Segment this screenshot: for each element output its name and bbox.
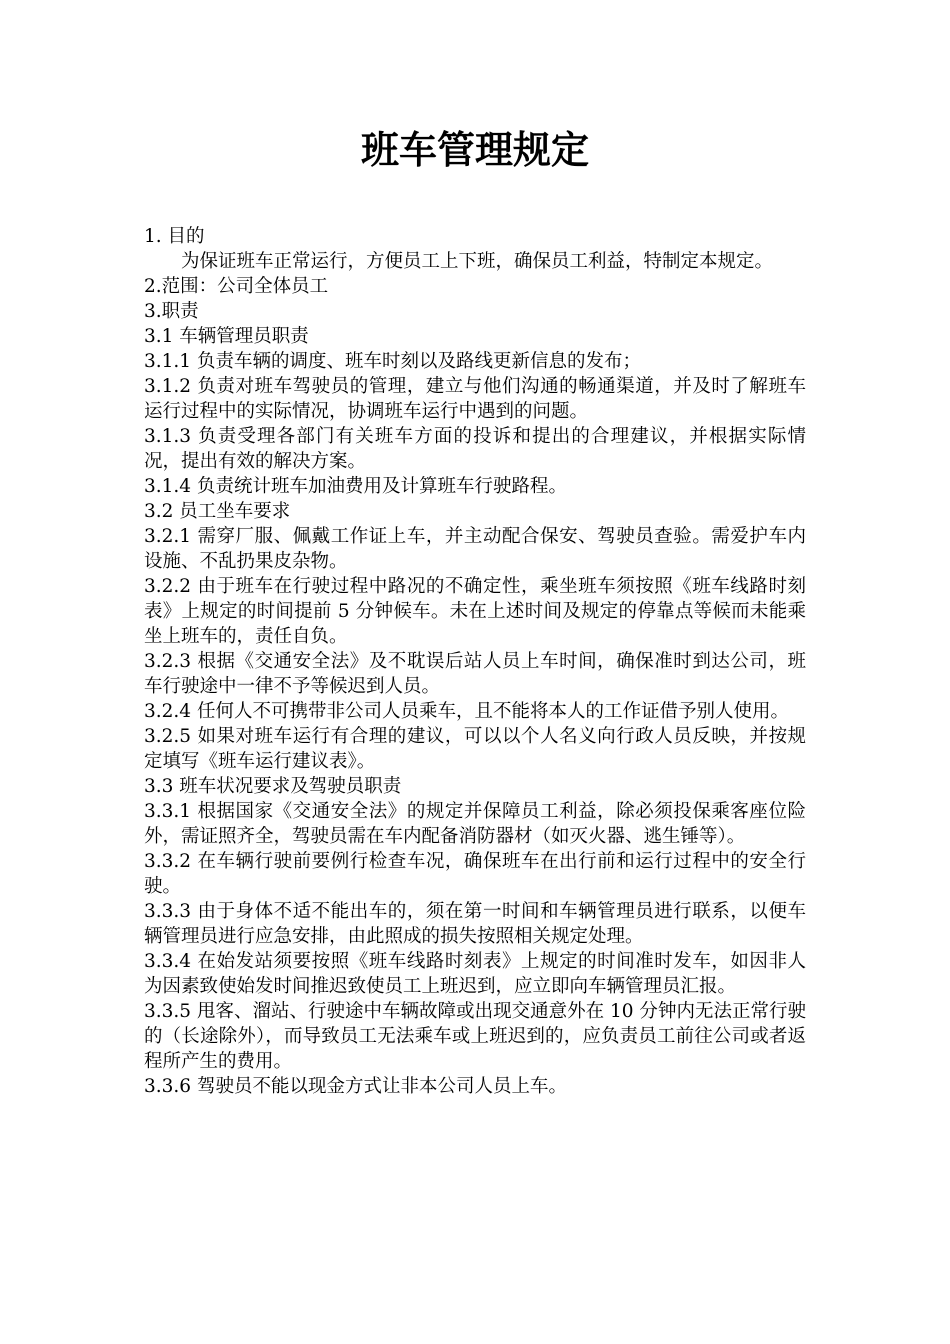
clause-3-2-5: 3.2.5 如果对班车运行有合理的建议，可以以个人名义向行政人员反映，并按规定填写《班车运行建议表》。 [144,726,806,772]
clause-3-3-2: 3.3.2 在车辆行驶前要例行检查车况，确保班车在出行前和运行过程中的安全行驶。 [144,851,806,897]
clause-3-1-2: 3.1.2 负责对班车驾驶员的管理，建立与他们沟通的畅通渠道，并及时了解班车运行过程中的实际情况，协调班车运行中遇到的问题。 [144,376,806,422]
clause-3-3-3: 3.3.3 由于身体不适不能出车的，须在第一时间和车辆管理员进行联系，以便车辆管理员进行应急安排，由此照成的损失按照相关规定处理。 [144,901,806,947]
clause-3-3-5: 3.3.5 甩客、溜站、行驶途中车辆故障或出现交通意外在 10 分钟内无法正常行驶的（长途除外），而导致员工无法乘车或上班迟到的，应负责员工前往公司或者返程所产生的费用。 [144,1001,806,1072]
clause-3-2-4: 3.2.4 任何人不可携带非公司人员乘车，且不能将本人的工作证借予别人使用。 [144,701,789,722]
section-heading-duties: 3.职责 [144,301,199,322]
clause-3-3-4: 3.3.4 在始发站须要按照《班车线路时刻表》上规定的时间准时发车，如因非人为因素致使始发时间推迟致使员工上班迟到，应立即向车辆管理员汇报。 [144,951,806,997]
clause-3-2-3: 3.2.3 根据《交通安全法》及不耽误后站人员上车时间，确保准时到达公司，班车行驶途中一律不予等候迟到人员。 [144,651,806,697]
purpose-text: 为保证班车正常运行，方便员工上下班，确保员工利益，特制定本规定。 [181,251,774,272]
subsection-heading-driver-duties: 3.3 班车状况要求及驾驶员职责 [144,776,402,797]
document-title: 班车管理规定 [360,128,589,172]
section-heading-purpose: 1. 目的 [144,226,205,247]
clause-3-2-1: 3.2.1 需穿厂服、佩戴工作证上车，并主动配合保安、驾驶员查验。需爱护车内设施、不乱扔果皮杂物。 [144,526,806,572]
clause-3-2-2: 3.2.2 由于班车在行驶过程中路况的不确定性，乘坐班车须按照《班车线路时刻表》上规定的时间提前 5 分钟候车。未在上述时间及规定的停靠点等候而未能乘坐上班车的，责任自负。 [144,576,806,647]
subsection-heading-employee-rules: 3.2 员工坐车要求 [144,501,291,522]
clause-3-3-1: 3.3.1 根据国家《交通安全法》的规定并保障员工利益，除必须投保乘客座位险外，需证照齐全，驾驶员需在车内配备消防器材（如灭火器、逃生锤等）。 [144,801,806,847]
clause-3-3-6: 3.3.6 驾驶员不能以现金方式让非本公司人员上车。 [144,1076,567,1097]
section-heading-scope: 2.范围：公司全体员工 [144,276,329,297]
clause-3-1-4: 3.1.4 负责统计班车加油费用及计算班车行驶路程。 [144,476,567,497]
clause-3-1-1: 3.1.1 负责车辆的调度、班车时刻以及路线更新信息的发布； [144,351,641,372]
subsection-heading-vehicle-manager: 3.1 车辆管理员职责 [144,326,309,347]
document-body [144,224,806,1099]
clause-3-1-3: 3.1.3 负责受理各部门有关班车方面的投诉和提出的合理建议，并根据实际情况，提出有效的解决方案。 [144,426,806,472]
